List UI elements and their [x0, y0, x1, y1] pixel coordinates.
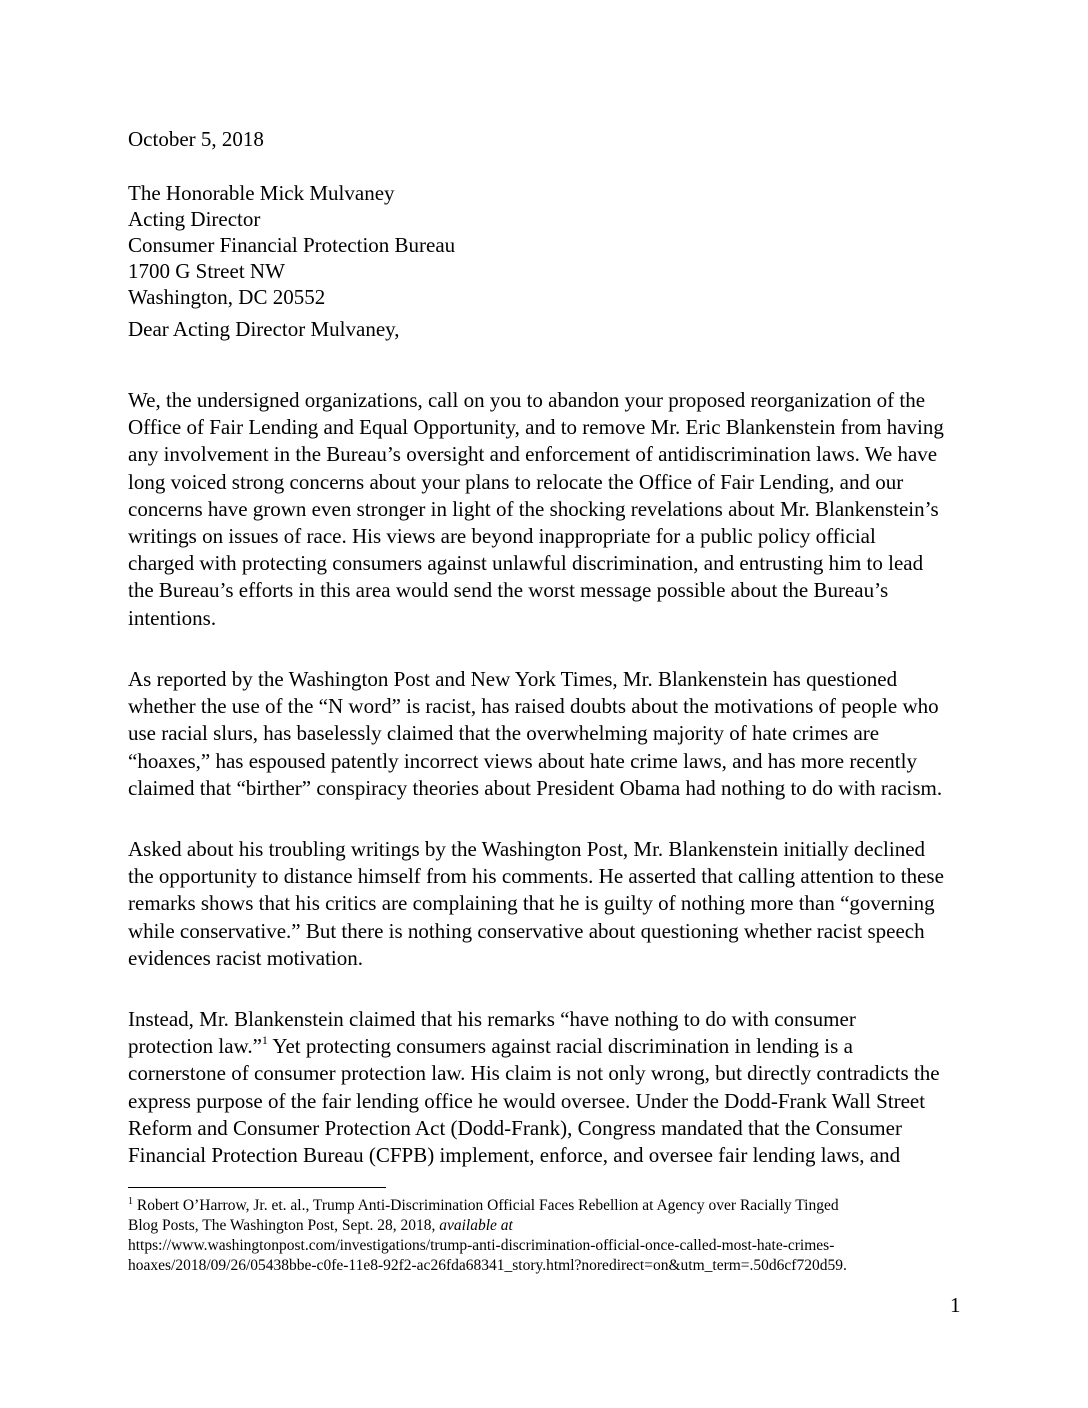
page-number: 1: [950, 1293, 961, 1317]
text-line: the opportunity to distance himself from his comments. He asserted that calling attention to these: [128, 864, 944, 889]
text-line: the Bureau’s efforts in this area would send the worst message possible about the Bureau’s: [128, 578, 889, 603]
text-line: “hoaxes,” has espoused patently incorrect views about hate crime laws, and has more recently: [128, 748, 917, 773]
footnote-url-line[interactable]: hoaxes/2018/09/26/05438bbe-c0fe-11e8-92f2-ac26fda68341_story.html?noredirect=on&utm_term=.50d6cf720d59.: [128, 1257, 847, 1274]
letter-date: October 5, 2018: [128, 127, 264, 151]
footnote-url-line[interactable]: https://www.washingtonpost.com/investigations/trump-anti-discrimination-official-once-called-most-hate-crimes-: [128, 1237, 835, 1254]
text-line: while conservative.” But there is nothing conservative about questioning whether racist speech: [128, 918, 925, 943]
text-line: use racial slurs, has baselessly claimed that the overwhelming majority of hate crimes are: [128, 721, 880, 746]
text-line: As reported by the Washington Post and New York Times, Mr. Blankenstein has questioned: [128, 667, 898, 691]
footnote-divider: [128, 1187, 386, 1188]
address-line-agency: Consumer Financial Protection Bureau: [128, 233, 456, 257]
address-line-title: Acting Director: [128, 207, 261, 231]
footnote-text: Blog Posts, The Washington Post, Sept. 28, 2018,: [128, 1217, 440, 1234]
text-segment: protection law.”: [128, 1034, 262, 1059]
text-line: concerns have grown even stronger in light of the shocking revelations about Mr. Blankenstein’s: [128, 496, 939, 521]
text-line: remarks shows that his critics are complaining that he is guilty of nothing more than “governing: [128, 891, 935, 916]
text-segment: Yet protecting consumers against racial discrimination in lending is a: [267, 1034, 853, 1059]
footnote-reference[interactable]: 1: [261, 1033, 268, 1048]
text-line: evidences racist motivation.: [128, 945, 364, 970]
text-line: Reform and Consumer Protection Act (Dodd-Frank), Congress mandated that the Consumer: [128, 1115, 902, 1140]
body-paragraph-2: [128, 666, 968, 802]
text-line: writings on issues of race. His views are beyond inappropriate for a public policy official: [128, 524, 876, 549]
footnote-number: 1: [128, 1196, 133, 1207]
text-line: long voiced strong concerns about your plans to relocate the Office of Fair Lending, and our: [128, 469, 904, 494]
footnote-line: [128, 1196, 958, 1216]
address-line-street: 1700 G Street NW: [128, 259, 285, 283]
footnote-1: [128, 1196, 958, 1276]
footnote-italic-text: available at: [439, 1217, 513, 1234]
salutation: Dear Acting Director Mulvaney,: [128, 317, 400, 341]
footnote-line: [128, 1216, 958, 1236]
body-paragraph-3: [128, 836, 968, 972]
text-line: intentions.: [128, 605, 217, 630]
text-line: whether the use of the “N word” is racist, has raised doubts about the motivations of people who: [128, 694, 939, 719]
text-line: any involvement in the Bureau’s oversight and enforcement of antidiscrimination laws. We have: [128, 442, 938, 467]
address-line-city: Washington, DC 20552: [128, 285, 326, 309]
text-line: express purpose of the fair lending office he would oversee. Under the Dodd-Frank Wall Street: [128, 1088, 926, 1113]
text-line: cornerstone of consumer protection law. His claim is not only wrong, but directly contradicts the: [128, 1061, 940, 1086]
body-paragraph-4: [128, 1006, 968, 1169]
text-line: Office of Fair Lending and Equal Opportunity, and to remove Mr. Eric Blankenstein from having: [128, 415, 944, 440]
footnote-text: Robert O’Harrow, Jr. et. al., Trump Anti-Discrimination Official Faces Rebellion at Agency over Racially Tinged: [133, 1197, 839, 1214]
text-line: Instead, Mr. Blankenstein claimed that his remarks “have nothing to do with consumer: [128, 1007, 856, 1031]
text-line: charged with protecting consumers against unlawful discrimination, and entrusting him to lead: [128, 551, 924, 576]
text-line: We, the undersigned organizations, call on you to abandon your proposed reorganization of the: [128, 388, 926, 412]
text-line: claimed that “birther” conspiracy theories about President Obama had nothing to do with racism.: [128, 775, 943, 800]
text-line: Asked about his troubling writings by the Washington Post, Mr. Blankenstein initially declined: [128, 837, 926, 861]
recipient-address: [128, 180, 455, 310]
address-line-name: The Honorable Mick Mulvaney: [128, 181, 395, 205]
body-paragraph-1: [128, 387, 968, 632]
text-line-with-footnote-ref: [128, 1033, 968, 1060]
text-line: Financial Protection Bureau (CFPB) implement, enforce, and oversee fair lending laws, and: [128, 1143, 901, 1168]
